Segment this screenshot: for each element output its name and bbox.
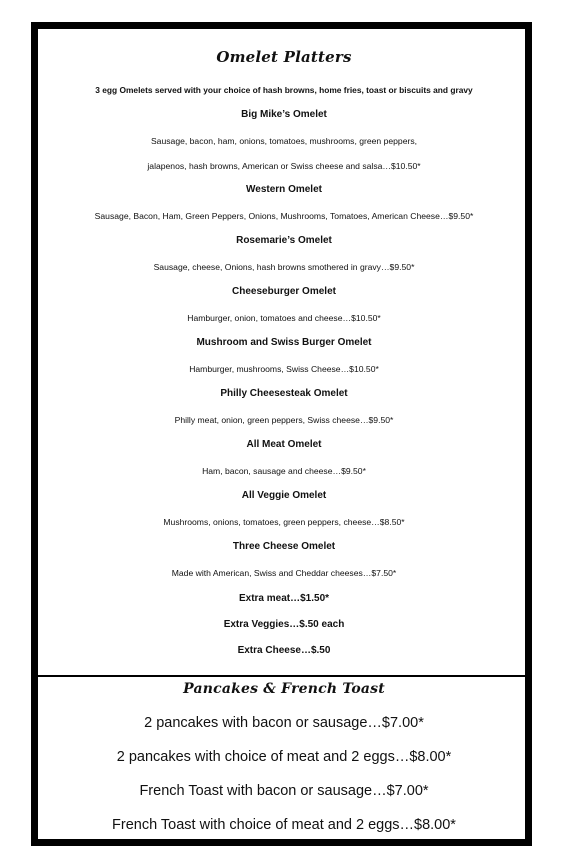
omelet-description: Made with American, Swiss and Cheddar cheeses…$7.50*	[171, 568, 397, 578]
section-divider	[38, 675, 525, 677]
omelet-description: Sausage, Bacon, Ham, Green Peppers, Onions, Mushrooms, Tomatoes, American Cheese…$9.50*	[94, 211, 474, 221]
extra-item: Extra Veggies…$.50 each	[223, 619, 345, 630]
omelet-name: Big Mike’s Omelet	[241, 109, 327, 120]
omelet-description: Mushrooms, onions, tomatoes, green peppers, cheese…$8.50*	[163, 517, 405, 527]
extra-item: Extra Cheese…$.50	[237, 645, 331, 656]
omelet-intro: 3 egg Omelets served with your choice of hash browns, home fries, toast or biscuits and gravy	[95, 85, 473, 95]
omelet-description: Sausage, cheese, Onions, hash browns smothered in gravy…$9.50*	[153, 262, 415, 272]
omelet-description: jalapenos, hash browns, American or Swiss cheese and salsa…$10.50*	[147, 161, 421, 171]
pancake-item: French Toast with choice of meat and 2 eggs…$8.00*	[112, 817, 456, 833]
omelet-name: All Veggie Omelet	[241, 490, 327, 501]
omelet-description: Hamburger, mushrooms, Swiss Cheese…$10.50*	[189, 364, 379, 374]
omelet-description: Hamburger, onion, tomatoes and cheese…$10.50*	[187, 313, 381, 323]
omelet-name: Western Omelet	[246, 184, 322, 195]
omelet-description: Ham, bacon, sausage and cheese…$9.50*	[202, 466, 366, 476]
omelet-name: Cheeseburger Omelet	[232, 286, 336, 297]
pancake-item: 2 pancakes with choice of meat and 2 eggs…$8.00*	[116, 749, 452, 765]
pancake-item: 2 pancakes with bacon or sausage…$7.00*	[144, 715, 424, 731]
pancake-section-title: Pancakes & French Toast	[183, 681, 385, 697]
extra-item: Extra meat…$1.50*	[238, 593, 330, 604]
omelet-name: Mushroom and Swiss Burger Omelet	[196, 337, 372, 348]
omelet-description: Sausage, bacon, ham, onions, tomatoes, mushrooms, green peppers,	[150, 136, 418, 146]
pancake-item: French Toast with bacon or sausage…$7.00*	[139, 783, 429, 799]
omelet-name: All Meat Omelet	[246, 439, 322, 450]
omelet-name: Rosemarie’s Omelet	[236, 235, 332, 246]
omelet-name: Three Cheese Omelet	[232, 541, 336, 552]
omelet-name: Philly Cheesesteak Omelet	[220, 388, 348, 399]
omelet-description: Philly meat, onion, green peppers, Swiss cheese…$9.50*	[174, 415, 394, 425]
omelet-section-title: Omelet Platters	[216, 48, 352, 66]
